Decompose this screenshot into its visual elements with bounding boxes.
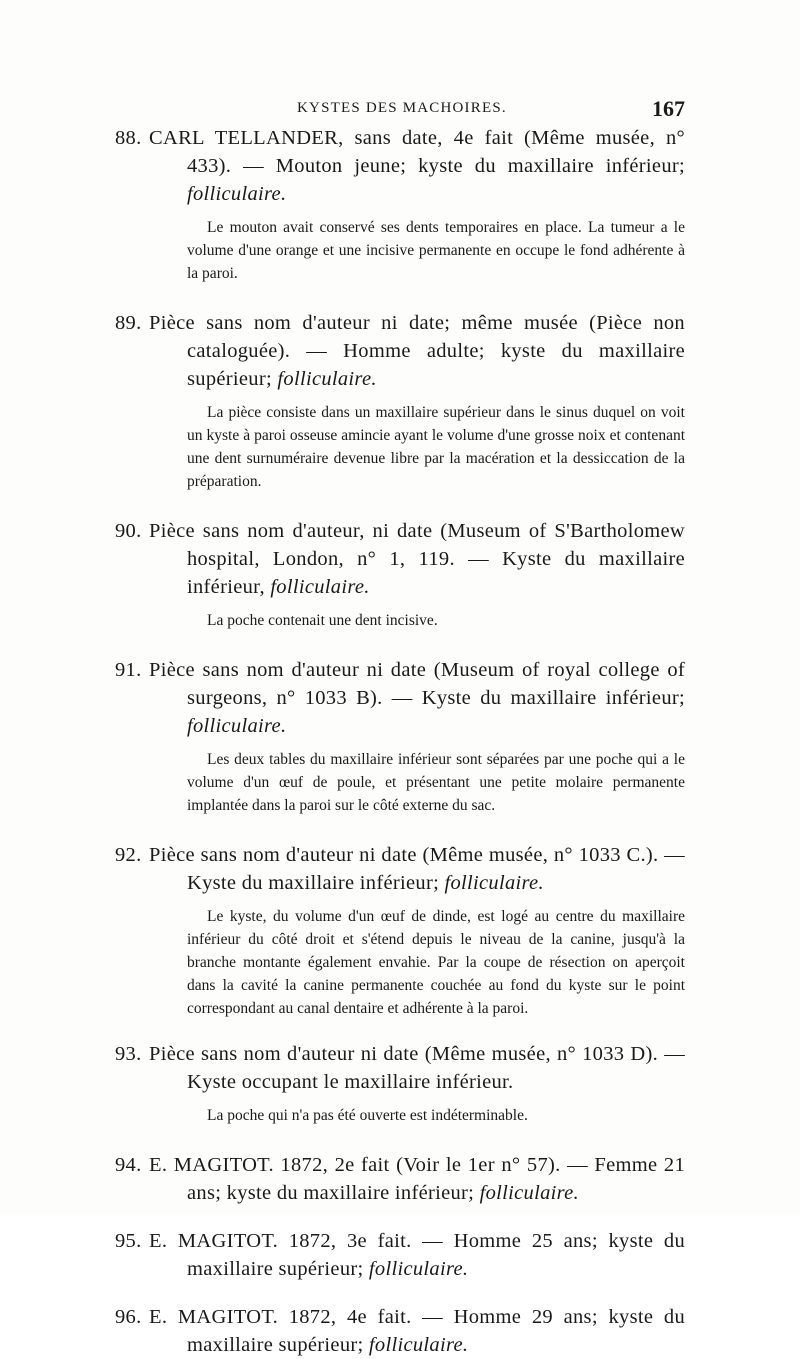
case-number: 92. — [115, 844, 142, 866]
case-classification: folliculaire. — [187, 715, 287, 737]
case-classification: folliculaire. — [270, 576, 370, 598]
case-text: E. MAGITOT. 1872, 4e fait. — Homme 29 ans; kyste du maxillaire supérieur; — [149, 1306, 685, 1356]
case-note-92 — [115, 905, 685, 1020]
note-text: Le mouton avait conservé ses dents temporaires en place. La tumeur a le volume d'une orange et une incisive permanente en occupe le fond adhérente à la paroi. — [187, 219, 685, 282]
case-number: 90. — [115, 520, 142, 542]
case-entry-90 — [115, 517, 685, 601]
case-entry-88 — [115, 124, 685, 208]
note-text: Le kyste, du volume d'un œuf de dinde, est logé au centre du maxillaire inférieur du côté droit et s'étend depuis le niveau de la canine, jusqu'à la branche montante également envahie. Par la coupe de résection on aperçoit dans la cavité la canine permanente couchée au fond du kyste sur le point correspondant au canal dentaire et adhérente à la paroi. — [187, 908, 685, 1017]
case-text: Pièce sans nom d'auteur ni date (Même musée, n° 1033 C.). — Kyste du maxillaire inférieur; — [149, 844, 685, 894]
note-text: La poche qui n'a pas été ouverte est indéterminable. — [207, 1107, 528, 1124]
case-entry-95 — [115, 1227, 685, 1283]
case-list — [115, 124, 685, 1359]
case-number: 94. — [115, 1154, 142, 1176]
case-number: 93. — [115, 1043, 142, 1065]
case-number: 91. — [115, 659, 142, 681]
note-text: Les deux tables du maxillaire inférieur sont séparées par une poche qui a le volume d'un œuf de poule, et présentant une petite molaire permanente implantée dans la paroi sur le côté externe du sac. — [187, 751, 685, 814]
case-note-90 — [115, 609, 685, 632]
case-note-89 — [115, 401, 685, 493]
case-entry-89 — [115, 309, 685, 393]
note-text: La pièce consiste dans un maxillaire supérieur dans le sinus duquel on voit un kyste à paroi osseuse amincie ayant le volume d'une grosse noix et contenant une dent surnuméraire devenue libre par la macération et la dessiccation de la préparation. — [187, 404, 685, 490]
case-entry-93 — [115, 1040, 685, 1096]
case-classification: folliculaire. — [277, 368, 377, 390]
case-text: Pièce sans nom d'auteur ni date (Même musée, n° 1033 D). — Kyste occupant le maxillaire inférieur. — [149, 1043, 685, 1093]
case-number: 95. — [115, 1230, 142, 1252]
case-entry-94 — [115, 1151, 685, 1207]
case-note-88 — [115, 216, 685, 285]
case-number: 96. — [115, 1306, 142, 1328]
note-text: La poche contenait une dent incisive. — [207, 612, 438, 629]
case-text: Pièce sans nom d'auteur, ni date (Museum of S'Bartholomew hospital, London, n° 1, 119. — Kyste du maxillaire inférieur, — [149, 520, 685, 598]
case-text: E. MAGITOT. 1872, 2e fait (Voir le 1er n° 57). — Femme 21 ans; kyste du maxillaire inférieur; — [149, 1154, 685, 1204]
running-title: KYSTES DES MACHOIRES. — [297, 100, 507, 116]
case-entry-92 — [115, 841, 685, 897]
case-text: E. MAGITOT. 1872, 3e fait. — Homme 25 ans; kyste du maxillaire supérieur; — [149, 1230, 685, 1280]
case-classification: folliculaire. — [444, 872, 544, 894]
case-classification: folliculaire. — [479, 1182, 579, 1204]
case-text: Pièce sans nom d'auteur ni date (Museum of royal college of surgeons, n° 1033 B). — Kyste du maxillaire inférieur; — [149, 659, 685, 709]
case-entry-91 — [115, 656, 685, 740]
case-note-93 — [115, 1104, 685, 1127]
case-entry-96 — [115, 1303, 685, 1359]
case-classification: folliculaire. — [368, 1334, 469, 1356]
case-text: CARL TELLANDER, sans date, 4e fait (Même musée, n° 433). — Mouton jeune; kyste du maxillaire inférieur; — [149, 127, 685, 177]
case-classification: folliculaire. — [187, 183, 287, 205]
case-text: Pièce sans nom d'auteur ni date; même musée (Pièce non cataloguée). — Homme adulte; kyste du maxillaire supérieur; — [149, 312, 685, 390]
page-header — [115, 96, 685, 122]
case-number: 88. — [115, 127, 142, 149]
page-number: 167 — [652, 96, 685, 121]
case-number: 89. — [115, 312, 142, 334]
case-classification: folliculaire. — [368, 1258, 469, 1280]
case-note-91 — [115, 748, 685, 817]
